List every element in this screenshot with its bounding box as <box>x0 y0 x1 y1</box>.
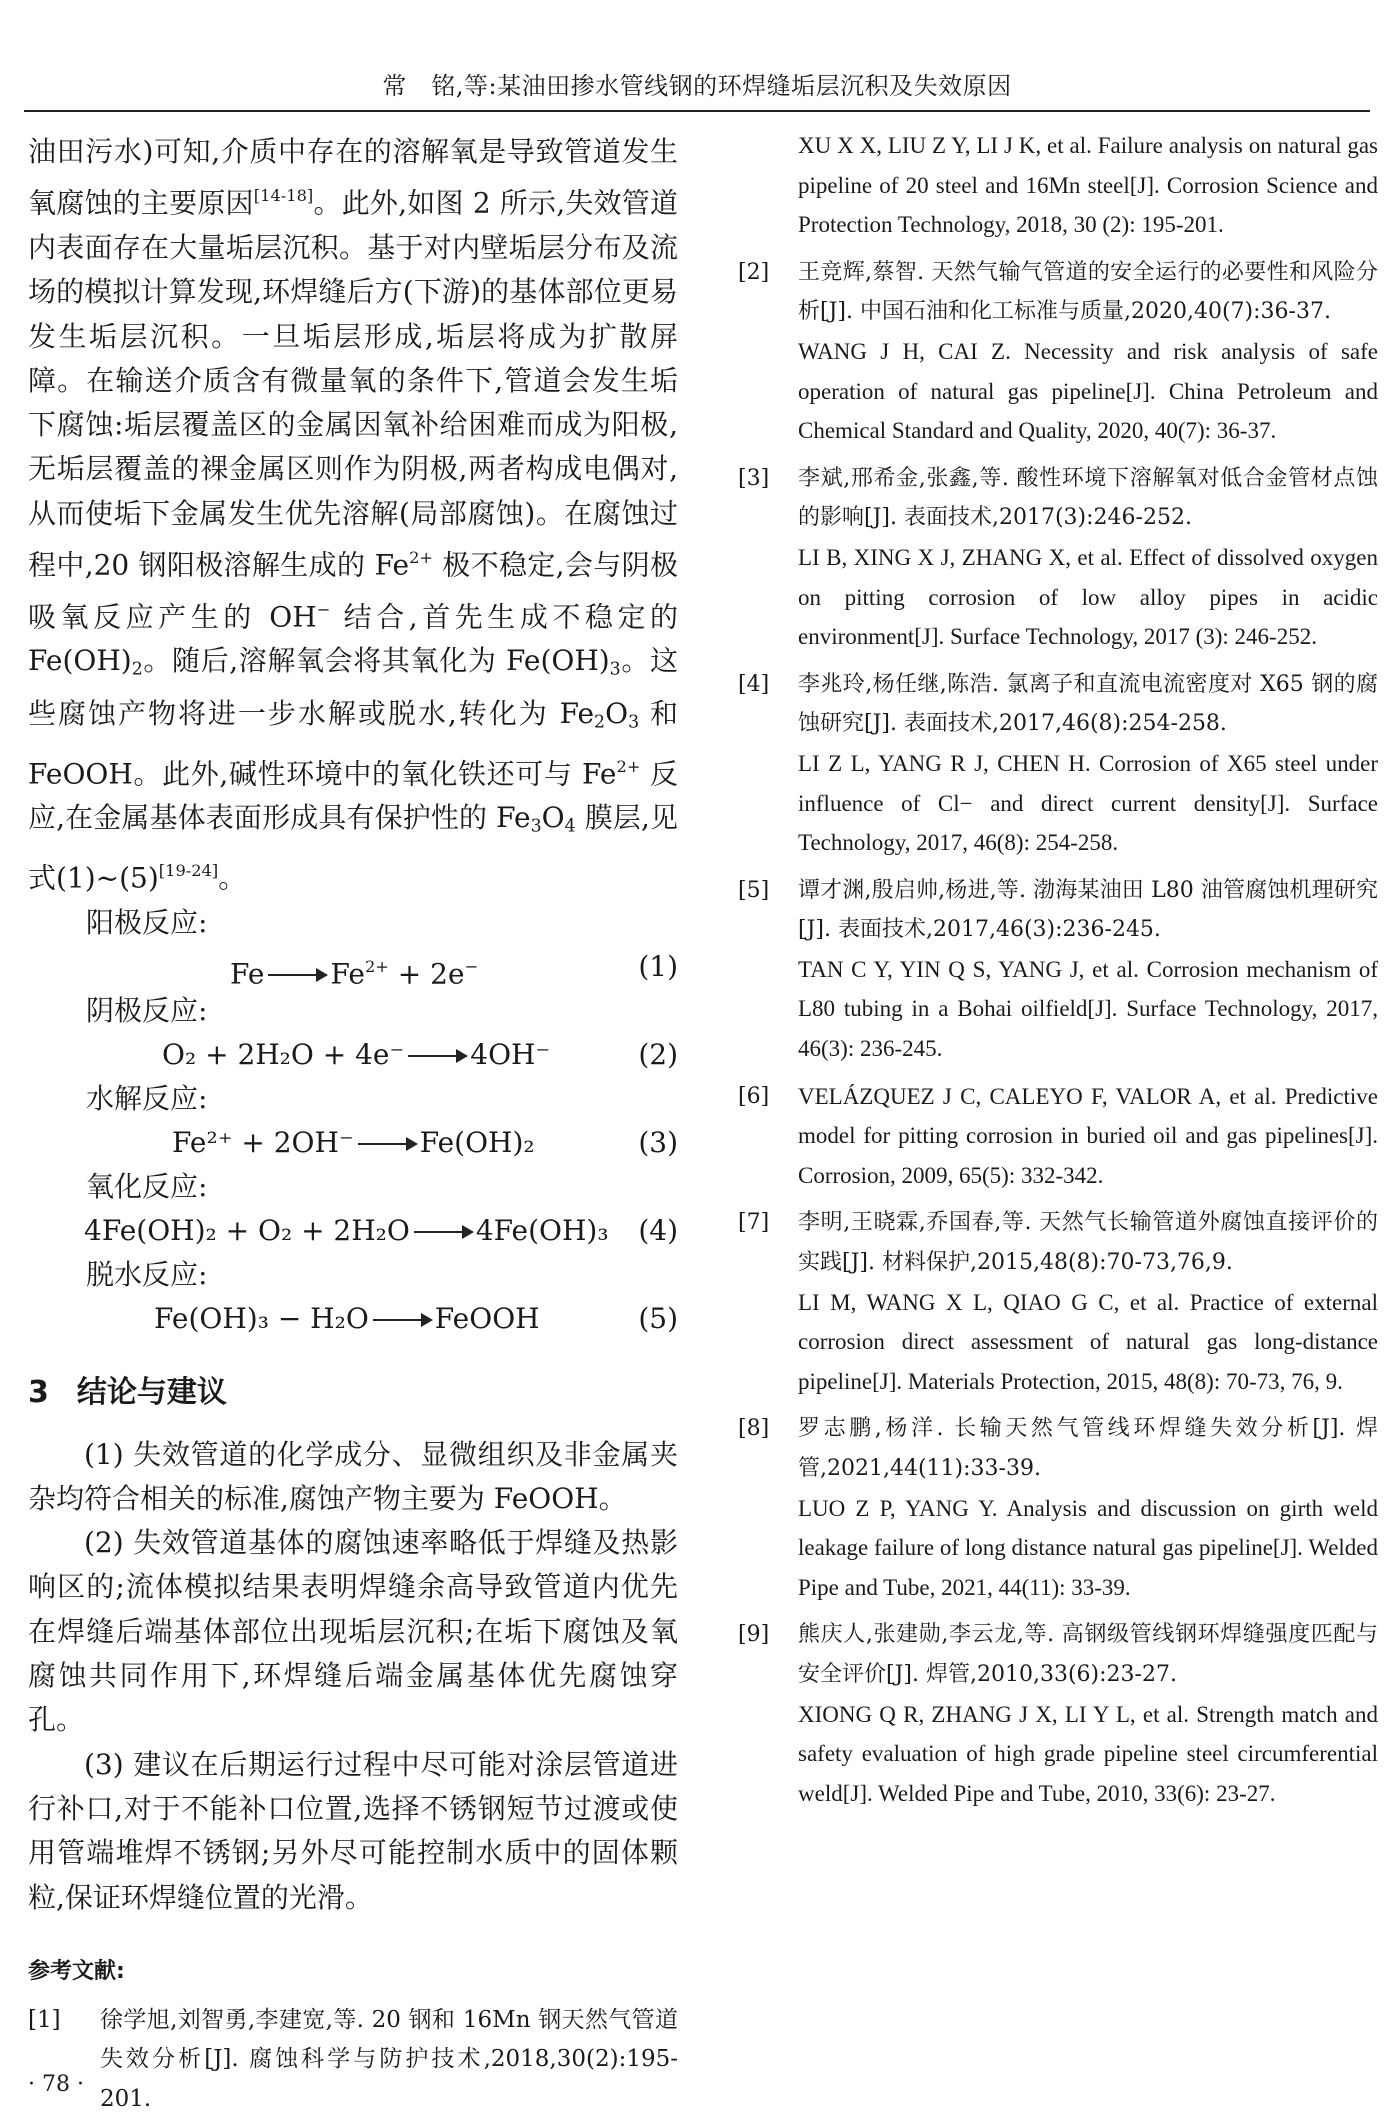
subscript: 2 <box>131 659 143 680</box>
reference-number: [8] <box>738 1416 770 1442</box>
text-run: 。这些腐蚀产物将进一步水解或脱水,转化为 Fe <box>28 644 678 730</box>
reference-number: [7] <box>738 1210 770 1236</box>
body-paragraph <box>28 130 678 901</box>
reference-number: [6] <box>738 1083 770 1109</box>
reference-number: [2] <box>738 259 770 285</box>
reference-text-en: LI M, WANG X L, QIAO G C, et al. Practice of external corrosion direct assessment of natural gas long-distance pipeline[J]. Materials Protection, 2015, 48(8): 70-73, 76, 9. <box>798 1289 1378 1394</box>
reference-item <box>738 871 1378 1069</box>
reference-number: [9] <box>738 1622 770 1648</box>
equation-4 <box>28 1209 678 1253</box>
equation-expression: Fe²⁺ + 2OH⁻ Fe(OH)₂ <box>172 1125 535 1159</box>
subscript: 3 <box>530 816 542 837</box>
reference-number: [5] <box>738 877 770 903</box>
running-header <box>24 44 1370 112</box>
equation-3 <box>28 1121 678 1165</box>
reference-text-en: XU X X, LIU Z Y, LI J K, et al. Failure analysis on natural gas pipeline of 20 steel and 16Mn steel[J]. Corrosion Science and Protection Technology, 2018, 30 (2): 195-201. <box>798 133 1378 238</box>
reference-text-en: XIONG Q R, ZHANG J X, LI Y L, et al. Strength match and safety evaluation of high grade pipeline steel circumferential weld[J]. Welded Pipe and Tube, 2010, 33(6): 23-27. <box>798 1701 1378 1806</box>
reference-number: [4] <box>738 671 770 697</box>
reference-text-en: LI Z L, YANG R J, CHEN H. Corrosion of X65 steel under influence of Cl− and direct current density[J]. Surface Technology, 2017, 46(8): 254-258. <box>798 750 1378 856</box>
text-run: O <box>541 801 565 835</box>
subscript: 3 <box>628 712 640 733</box>
superscript: − <box>316 599 331 619</box>
text-run: O <box>605 696 629 730</box>
text-run: 结合,首先生成不稳定的 Fe(OH) <box>28 600 678 678</box>
superscript: 2+ <box>409 548 433 568</box>
reference-item <box>738 1615 1378 1813</box>
text-run: 。此外,如图 2 所示,失效管道内表面存在大量垢层沉积。基于对内壁垢层分布及流场的模拟计算发现,环焊缝后方(下游)的基体部位更易发生垢层沉积。一旦垢层形成,垢层将成为扩散屏障。在输送介质含有微量氧的条件下,管道会发生垢下腐蚀:垢层覆盖区的金属因氧补给困难而成为阳极,无垢层覆盖的裸金属区则作为阴极,两者构成电偶对,从而使垢下金属发生优先溶解(局部腐蚀)。在腐蚀过程中,20 钢阳极溶解生成的 Fe <box>28 186 678 582</box>
references-heading: 参考文献: <box>28 1958 125 1984</box>
reference-number: [3] <box>738 465 770 491</box>
equation-expression: Fe(OH)₃ − H₂O FeOOH <box>154 1301 540 1335</box>
equation-number: (3) <box>638 1125 678 1159</box>
equation-number: (4) <box>638 1213 678 1247</box>
reference-text-cn: 徐学旭,刘智勇,李建宽,等. 20 钢和 16Mn 钢天然气管道失效分析[J]. 腐蚀科学与防护技术,2018,30(2):195-201. <box>100 2006 678 2112</box>
arrow-icon <box>358 1143 416 1145</box>
reference-text-en: TAN C Y, YIN Q S, YANG J, et al. Corrosion mechanism of L80 tubing in a Bohai oilfield[J]. Surface Technology, 2017, 46(3): 236-245. <box>798 956 1378 1062</box>
reference-item <box>738 1203 1378 1401</box>
reference-item <box>738 1077 1378 1196</box>
arrow-icon <box>268 974 326 976</box>
reference-text-cn: 李兆玲,杨任继,陈浩. 氯离子和直流电流密度对 X65 钢的腐蚀研究[J]. 表面技术,2017,46(8):254-258. <box>798 671 1378 737</box>
reference-text-cn: 谭才渊,殷启帅,杨进,等. 渤海某油田 L80 油管腐蚀机理研究[J]. 表面技术,2017,46(3):236-245. <box>798 877 1378 943</box>
equation-label: 脱水反应: <box>86 1257 208 1291</box>
equation-label: 氧化反应: <box>86 1169 208 1203</box>
reference-item <box>738 1409 1378 1607</box>
right-column <box>738 126 1378 1821</box>
arrow-icon <box>414 1231 472 1233</box>
equation-label: 阴极反应: <box>86 993 208 1027</box>
section-heading <box>28 1367 678 1411</box>
citation: [19-24] <box>158 860 219 880</box>
text-run: 油田污水)可知,介质中存在的溶解氧是导致管道发生氧腐蚀的主要原因 <box>28 135 678 220</box>
reference-item <box>738 665 1378 863</box>
reference-item <box>28 2001 678 2120</box>
reference-text-en: WANG J H, CAI Z. Necessity and risk analysis of safe operation of natural gas pipeline[J]. China Petroleum and Chemical Standard and Quality, 2020, 40(7): 36-37. <box>798 338 1378 444</box>
text-run: 反应,在金属基体表面形成具有保护性的 Fe <box>28 756 678 835</box>
reference-text-cn: 王竞辉,蔡智. 天然气输气管道的安全运行的必要性和风险分析[J]. 中国石油和化工标准与质量,2020,40(7):36-37. <box>798 259 1378 325</box>
reference-item <box>738 253 1378 451</box>
section-number: 3 <box>28 1374 49 1410</box>
conclusion-item: (2) 失效管道基体的腐蚀速率略低于焊缝及热影响区的;流体模拟结果表明焊缝余高导致管道内优先在焊缝后端基体部位出现垢层沉积;在垢下腐蚀及氧腐蚀共同作用下,环焊缝后端金属基体优先腐蚀穿孔。 <box>28 1526 678 1737</box>
equation-expression: O₂ + 2H₂O + 4e⁻ 4OH⁻ <box>162 1037 551 1071</box>
equation-number: (1) <box>638 949 678 983</box>
text-run: 和 FeOOH。此外,碱性环境中的氧化铁还可与 Fe <box>28 696 678 790</box>
arrow-icon <box>408 1055 466 1057</box>
equation-expression: Fe $Fe^{2+} + 2e^-$ <box>230 956 479 990</box>
arrow-icon <box>373 1319 431 1321</box>
equation-number: (5) <box>638 1301 678 1335</box>
equation-1 <box>28 945 678 989</box>
text-run: 。 <box>218 861 247 895</box>
equation-label: 水解反应: <box>86 1081 208 1115</box>
reference-text-cn: 熊庆人,张建勋,李云龙,等. 高钢级管线钢环焊缝强度匹配与安全评价[J]. 焊管,2010,33(6):23-27. <box>798 1622 1378 1687</box>
equation-expression: 4Fe(OH)₂ + O₂ + 2H₂O 4Fe(OH)₃ <box>84 1213 609 1247</box>
text-run: 。随后,溶解氧会将其氧化为 Fe(OH) <box>142 644 610 678</box>
subscript: 3 <box>609 659 621 680</box>
text-run: 极不稳定,会与阴极吸氧反应产生的 OH <box>28 548 678 634</box>
citation: [14-18] <box>253 186 314 206</box>
reference-item <box>738 459 1378 657</box>
running-header-title: 常 铭,等:某油田掺水管线钢的环焊缝垢层沉积及失效原因 <box>382 72 1012 100</box>
reference-number: [1] <box>28 2006 61 2033</box>
reference-text-cn: 罗志鹏,杨洋. 长输天然气管线环焊缝失效分析[J]. 焊管,2021,44(11):33-39. <box>798 1416 1378 1481</box>
section-title: 结论与建议 <box>76 1374 227 1410</box>
conclusion-item: (3) 建议在后期运行过程中尽可能对涂层管道进行补口,对于不能补口位置,选择不锈钢短节过渡或使用管端堆焊不锈钢;另外尽可能控制水质中的固体颗粒,保证环焊缝位置的光滑。 <box>28 1747 678 1914</box>
reference-text-en: VELÁZQUEZ J C, CALEYO F, VALOR A, et al. Predictive model for pitting corrosion in buried oil and gas pipelines[J]. Corrosion, 2009, 65(5): 332-342. <box>798 1083 1378 1188</box>
reference-text-cn: 李斌,邢希金,张鑫,等. 酸性环境下溶解氧对低合金管材点蚀的影响[J]. 表面技术,2017(3):246-252. <box>798 465 1378 531</box>
equation-5 <box>28 1297 678 1341</box>
equation-label: 阳极反应: <box>86 905 208 939</box>
superscript: 2+ <box>616 756 641 776</box>
reference-text-cn: 李明,王晓霖,乔国春,等. 天然气长输管道外腐蚀直接评价的实践[J]. 材料保护,2015,48(8):70-73,76,9. <box>798 1210 1378 1276</box>
left-column <box>28 130 678 2127</box>
reference-text-en: LI B, XING X J, ZHANG X, et al. Effect of dissolved oxygen on pitting corrosion of low alloy pipes in acidic environment[J]. Surface Technology, 2017 (3): 246-252. <box>798 544 1378 650</box>
equation-2 <box>28 1033 678 1077</box>
subscript: 2 <box>594 712 606 733</box>
subscript: 4 <box>564 816 576 837</box>
reference-text-en: LUO Z P, YANG Y. Analysis and discussion on girth weld leakage failure of long distance natural gas pipeline[J]. Welded Pipe and Tube, 2021, 44(11): 33-39. <box>798 1495 1378 1600</box>
page-number: · 78 · <box>28 2072 84 2097</box>
text-run: 膜层,见式(1)~(5) <box>28 801 678 895</box>
conclusion-item: (1) 失效管道的化学成分、显微组织及非金属夹杂均符合相关的标准,腐蚀产物主要为 FeOOH。 <box>28 1437 678 1515</box>
equation-number: (2) <box>638 1037 678 1071</box>
